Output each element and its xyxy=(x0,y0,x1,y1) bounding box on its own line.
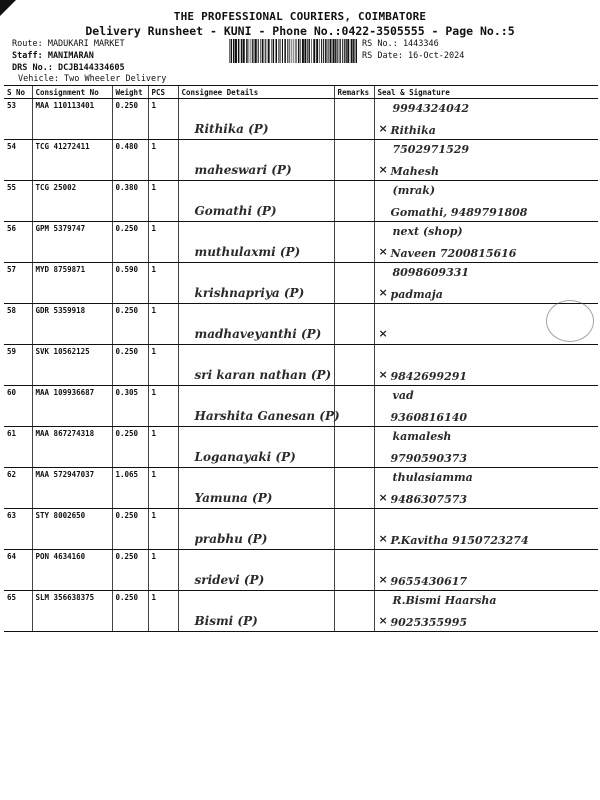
row-signature-cell xyxy=(374,222,598,263)
row-remarks-cell xyxy=(334,468,374,509)
barcode-bar xyxy=(311,39,312,63)
barcode-bar xyxy=(347,39,349,63)
barcode-bar xyxy=(313,39,315,63)
barcode-bar xyxy=(231,39,233,63)
barcode-bar xyxy=(332,39,333,63)
barcode-image xyxy=(229,39,357,63)
barcode-bar xyxy=(323,39,324,63)
row-weight: 0.250 xyxy=(112,427,148,468)
row-consignee-cell xyxy=(178,99,334,140)
barcode-bar xyxy=(291,39,292,63)
barcode-bar xyxy=(287,39,288,63)
row-remarks-cell xyxy=(334,427,374,468)
barcode-bar xyxy=(296,39,297,63)
row-signature-cell xyxy=(374,263,598,304)
row-remarks-cell xyxy=(334,304,374,345)
barcode-bar xyxy=(278,39,279,63)
row-consignee-cell xyxy=(178,550,334,591)
row-remarks-cell xyxy=(334,550,374,591)
row-remarks-cell xyxy=(334,509,374,550)
row-sno: 65 xyxy=(4,591,32,632)
consignee-handwriting: sridevi (P) xyxy=(194,573,265,587)
barcode-bar xyxy=(258,39,259,63)
signature-note: 9994324042 xyxy=(392,102,470,115)
barcode-bar xyxy=(241,39,243,63)
row-weight: 0.250 xyxy=(112,99,148,140)
row-sno: 56 xyxy=(4,222,32,263)
barcode-bar xyxy=(265,39,266,63)
signature-handwriting: padmaja xyxy=(390,288,443,301)
row-weight: 0.250 xyxy=(112,222,148,263)
row-remarks-cell xyxy=(334,263,374,304)
consignee-handwriting: Gomathi (P) xyxy=(194,204,277,218)
signature-handwriting: Rithika xyxy=(390,124,436,137)
row-consignment-no: TCG 25002 xyxy=(32,181,112,222)
row-pcs: 1 xyxy=(148,427,178,468)
barcode-bar xyxy=(246,39,248,63)
barcode-bar xyxy=(243,39,245,63)
row-consignment-no: MAA 109936687 xyxy=(32,386,112,427)
document-title: THE PROFESSIONAL COURIERS, COIMBATORE xyxy=(173,10,427,23)
table-row xyxy=(4,140,598,181)
row-sno: 63 xyxy=(4,509,32,550)
row-signature-cell xyxy=(374,468,598,509)
barcode-bar xyxy=(229,39,230,63)
table-row xyxy=(4,509,598,550)
row-consignee-cell xyxy=(178,345,334,386)
signature-handwriting: Gomathi, 9489791808 xyxy=(390,206,528,219)
row-remarks-cell xyxy=(334,591,374,632)
barcode-bar xyxy=(271,39,272,63)
row-pcs: 1 xyxy=(148,263,178,304)
barcode-bar xyxy=(260,39,261,63)
barcode-bar xyxy=(328,39,329,63)
col-header-sno: S No xyxy=(4,86,32,99)
consignee-handwriting: Harshita Ganesan (P) xyxy=(194,409,340,423)
row-consignment-no: MAA 867274318 xyxy=(32,427,112,468)
consignee-handwriting: krishnapriya (P) xyxy=(194,286,305,300)
consignee-handwriting: maheswari (P) xyxy=(194,163,292,177)
row-weight: 0.250 xyxy=(112,591,148,632)
table-row xyxy=(4,181,598,222)
row-pcs: 1 xyxy=(148,591,178,632)
barcode-bar xyxy=(300,39,301,63)
row-pcs: 1 xyxy=(148,140,178,181)
signature-note: 8098609331 xyxy=(392,266,470,279)
route-label: Route: MADUKARI MARKET xyxy=(12,39,125,49)
barcode-bar xyxy=(235,39,237,63)
signature-handwriting: Naveen 7200815616 xyxy=(390,247,517,260)
rs-number: RS No.: 1443346 xyxy=(362,39,439,49)
consignee-handwriting: sri karan nathan (P) xyxy=(194,368,332,382)
cross-mark: × xyxy=(378,491,388,504)
row-weight: 0.480 xyxy=(112,140,148,181)
col-header-consignee: Consignee Details xyxy=(178,86,334,99)
row-signature-cell xyxy=(374,345,598,386)
row-weight: 0.305 xyxy=(112,386,148,427)
barcode-bar xyxy=(325,39,327,63)
row-pcs: 1 xyxy=(148,509,178,550)
row-weight: 0.590 xyxy=(112,263,148,304)
row-consignee-cell xyxy=(178,140,334,181)
barcode-bar xyxy=(289,39,290,63)
row-remarks-cell xyxy=(334,345,374,386)
row-pcs: 1 xyxy=(148,345,178,386)
barcode-bar xyxy=(254,39,255,63)
row-signature-cell xyxy=(374,386,598,427)
table-row xyxy=(4,345,598,386)
row-remarks-cell xyxy=(334,181,374,222)
runsheet-table xyxy=(4,85,598,632)
barcode-bar xyxy=(307,39,308,63)
row-consignment-no: GDR 5359918 xyxy=(32,304,112,345)
row-weight: 0.250 xyxy=(112,304,148,345)
barcode-bar xyxy=(252,39,253,63)
barcode-bar xyxy=(330,39,332,63)
signature-note: vad xyxy=(392,389,414,402)
cross-mark: × xyxy=(378,327,388,340)
row-signature-cell xyxy=(374,181,598,222)
row-remarks-cell xyxy=(334,99,374,140)
barcode-bar xyxy=(342,39,343,63)
barcode-bar xyxy=(346,39,347,63)
row-remarks-cell xyxy=(334,386,374,427)
table-row xyxy=(4,304,598,345)
row-pcs: 1 xyxy=(148,304,178,345)
barcode-bar xyxy=(264,39,265,63)
row-pcs: 1 xyxy=(148,550,178,591)
signature-note: (mrak) xyxy=(392,184,436,197)
signature-handwriting: P.Kavitha 9150723274 xyxy=(390,534,529,547)
barcode-bar xyxy=(337,39,338,63)
row-pcs: 1 xyxy=(148,468,178,509)
table-row xyxy=(4,386,598,427)
signature-note: 7502971529 xyxy=(392,143,470,156)
row-consignee-cell xyxy=(178,468,334,509)
table-row xyxy=(4,427,598,468)
row-remarks-cell xyxy=(334,140,374,181)
col-header-weight: Weight xyxy=(112,86,148,99)
consignee-handwriting: madhaveyanthi (P) xyxy=(194,327,322,341)
row-consignee-cell xyxy=(178,386,340,427)
row-signature-cell xyxy=(374,99,598,140)
seal-stamp xyxy=(546,300,594,342)
row-consignment-no: SVK 10562125 xyxy=(32,345,112,386)
consignee-handwriting: prabhu (P) xyxy=(194,532,268,546)
barcode-bar xyxy=(316,39,318,63)
signature-handwriting: 9025355995 xyxy=(390,616,468,629)
signature-handwriting: Mahesh xyxy=(390,165,439,178)
row-weight: 0.250 xyxy=(112,345,148,386)
row-sno: 57 xyxy=(4,263,32,304)
barcode-bar xyxy=(249,39,250,63)
cross-mark: × xyxy=(378,573,388,586)
cross-mark: × xyxy=(378,286,388,299)
row-consignment-no: PON 4634160 xyxy=(32,550,112,591)
barcode-bar xyxy=(344,39,345,63)
row-pcs: 1 xyxy=(148,99,178,140)
barcode-bar xyxy=(304,39,306,63)
consignee-handwriting: muthulaxmi (P) xyxy=(194,245,301,259)
row-consignment-no: SLM 356638375 xyxy=(32,591,112,632)
row-consignee-cell xyxy=(178,427,334,468)
signature-note: R.Bismi Haarsha xyxy=(392,594,497,607)
row-signature-cell xyxy=(374,140,598,181)
barcode-bar xyxy=(255,39,257,63)
row-consignment-no: MYD 8759871 xyxy=(32,263,112,304)
barcode-bar xyxy=(251,39,252,63)
table-header-row xyxy=(4,86,598,99)
signature-handwriting: 9842699291 xyxy=(390,370,468,383)
row-consignee-cell xyxy=(178,181,334,222)
row-sno: 64 xyxy=(4,550,32,591)
table-row xyxy=(4,550,598,591)
row-pcs: 1 xyxy=(148,222,178,263)
row-consignment-no: MAA 572947037 xyxy=(32,468,112,509)
row-sno: 54 xyxy=(4,140,32,181)
barcode-bar xyxy=(351,39,353,63)
barcode-bar xyxy=(295,39,296,63)
row-consignment-no: TCG 41272411 xyxy=(32,140,112,181)
cross-mark: × xyxy=(378,614,388,627)
table-row xyxy=(4,99,598,140)
consignee-handwriting: Yamuna (P) xyxy=(194,491,273,505)
cross-mark: × xyxy=(378,532,388,545)
consignee-handwriting: Bismi (P) xyxy=(194,614,258,628)
signature-handwriting: 9655430617 xyxy=(390,575,468,588)
barcode-bar xyxy=(319,39,320,63)
col-header-pcs: PCS xyxy=(148,86,178,99)
row-signature-cell xyxy=(374,304,598,345)
barcode-bar xyxy=(302,39,304,63)
signature-note: kamalesh xyxy=(392,430,452,443)
consignee-handwriting: Loganayaki (P) xyxy=(194,450,296,464)
row-signature-cell xyxy=(374,509,598,550)
barcode-bar xyxy=(353,39,355,63)
table-row xyxy=(4,222,598,263)
row-pcs: 1 xyxy=(148,181,178,222)
barcode-bar xyxy=(238,39,240,63)
barcode-bar xyxy=(298,39,300,63)
table-row xyxy=(4,591,598,632)
row-consignee-cell xyxy=(178,263,334,304)
row-sno: 61 xyxy=(4,427,32,468)
barcode-bar xyxy=(276,39,278,63)
row-consignee-cell xyxy=(178,304,334,345)
consignee-handwriting: Rithika (P) xyxy=(194,122,269,136)
signature-note: thulasiamma xyxy=(392,471,473,484)
barcode-bar xyxy=(262,39,264,63)
vehicle-label: Vehicle: Two Wheeler Delivery xyxy=(18,74,167,84)
row-signature-cell xyxy=(374,427,598,468)
barcode-bar xyxy=(356,39,357,63)
signature-note: next (shop) xyxy=(392,225,463,238)
drs-number: DRS No.: DCJB144334605 xyxy=(12,63,125,73)
row-weight: 0.250 xyxy=(112,550,148,591)
row-consignee-cell xyxy=(178,509,334,550)
rs-date: RS Date: 16-Oct-2024 xyxy=(362,51,465,61)
row-sno: 59 xyxy=(4,345,32,386)
row-consignment-no: MAA 110113401 xyxy=(32,99,112,140)
row-sno: 55 xyxy=(4,181,32,222)
barcode-bar xyxy=(282,39,283,63)
staff-label: Staff: MANIMARAN xyxy=(12,51,94,61)
barcode-bar xyxy=(280,39,281,63)
barcode-bar xyxy=(273,39,275,63)
col-header-consignment: Consignment No xyxy=(32,86,112,99)
cross-mark: × xyxy=(378,245,388,258)
barcode-bar xyxy=(309,39,310,63)
row-weight: 1.065 xyxy=(112,468,148,509)
row-pcs: 1 xyxy=(148,386,178,427)
barcode-bar xyxy=(233,39,235,63)
col-header-signature: Seal & Signature xyxy=(374,86,598,99)
row-consignee-cell xyxy=(178,222,334,263)
signature-handwriting: 9360816140 xyxy=(390,411,468,424)
barcode-bar xyxy=(284,39,286,63)
barcode-bar xyxy=(268,39,270,63)
row-signature-cell xyxy=(374,550,598,591)
barcode-bar xyxy=(321,39,322,63)
row-weight: 0.250 xyxy=(112,509,148,550)
barcode-bar xyxy=(340,39,341,63)
cross-mark: × xyxy=(378,368,388,381)
row-consignee-cell xyxy=(178,591,334,632)
barcode-bar xyxy=(293,39,294,63)
row-remarks-cell xyxy=(334,222,374,263)
row-weight: 0.380 xyxy=(112,181,148,222)
row-sno: 58 xyxy=(4,304,32,345)
row-sno: 62 xyxy=(4,468,32,509)
signature-handwriting: 9790590373 xyxy=(390,452,468,465)
signature-handwriting: 9486307573 xyxy=(390,493,468,506)
barcode-bar xyxy=(335,39,336,63)
table-row xyxy=(4,263,598,304)
row-sno: 60 xyxy=(4,386,32,427)
row-sno: 53 xyxy=(4,99,32,140)
table-row xyxy=(4,468,598,509)
runsheet-subtitle: Delivery Runsheet - KUNI - Phone No.:0422-3505555 - Page No.:5 xyxy=(85,24,515,38)
col-header-remarks: Remarks xyxy=(334,86,374,99)
row-signature-cell xyxy=(374,591,598,632)
barcode-bar xyxy=(339,39,340,63)
row-consignment-no: STY 8002650 xyxy=(32,509,112,550)
barcode-bar xyxy=(333,39,335,63)
cross-mark: × xyxy=(378,122,388,135)
row-consignment-no: GPM 5379747 xyxy=(32,222,112,263)
cross-mark: × xyxy=(378,163,388,176)
